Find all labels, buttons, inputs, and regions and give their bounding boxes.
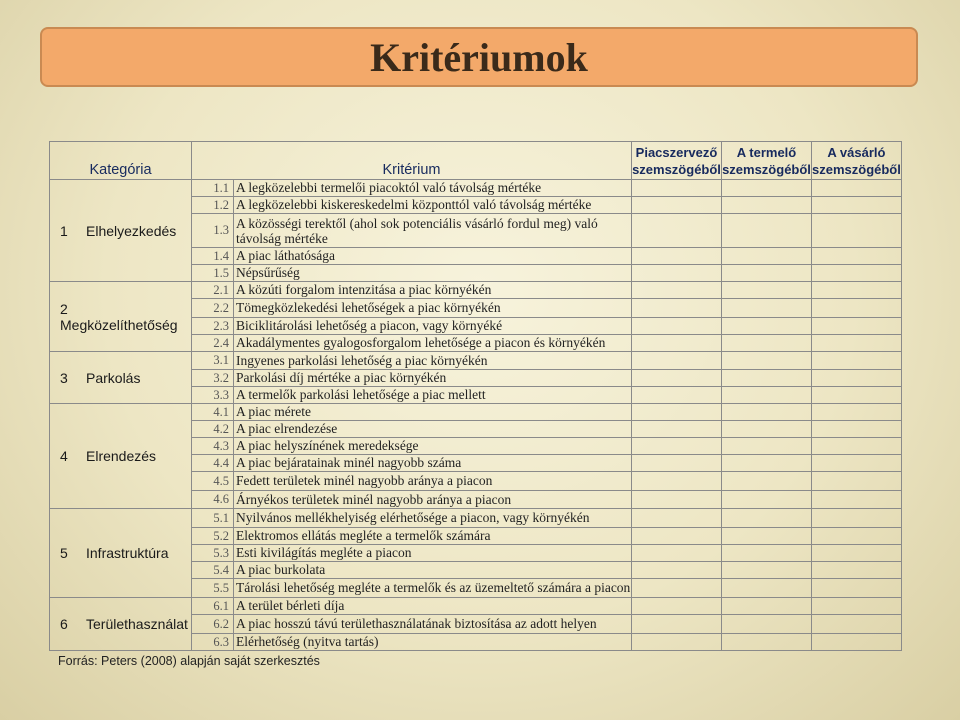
producer-score-cell[interactable] [722,598,812,615]
page-title: Kritériumok [370,34,588,80]
buyer-score-cell[interactable] [812,438,902,455]
criterion-text: Fedett területek minél nagyobb aránya a piacon [234,472,632,491]
buyer-score-cell[interactable] [812,472,902,491]
criterion-text: Parkolási díj mértéke a piac környékén [234,370,632,387]
buyer-score-cell[interactable] [812,579,902,598]
header-producer-line2: szemszögéből [722,161,811,177]
buyer-score-cell[interactable] [812,248,902,265]
criterion-number: 3.1 [192,352,234,370]
criterion-text: A piac burkolata [234,562,632,579]
category-number: 5 [60,545,68,561]
criterion-text: A legközelebbi termelői piacoktól való távolság mértéke [234,180,632,197]
category-cell [50,509,192,598]
market-organizer-score-cell[interactable] [632,598,722,615]
criterion-text: A piac láthatósága [234,248,632,265]
producer-score-cell[interactable] [722,545,812,562]
producer-score-cell[interactable] [722,509,812,528]
producer-score-cell[interactable] [722,615,812,634]
criterion-number: 5.2 [192,528,234,545]
criterion-number: 5.3 [192,545,234,562]
market-organizer-score-cell[interactable] [632,455,722,472]
producer-score-cell[interactable] [722,370,812,387]
buyer-score-cell[interactable] [812,370,902,387]
title-banner [40,27,918,87]
category-number: 1 [60,222,68,239]
criterion-number: 1.4 [192,248,234,265]
criterion-number: 4.2 [192,421,234,438]
producer-score-cell[interactable] [722,421,812,438]
buyer-score-cell[interactable] [812,528,902,545]
category-number: 2 [60,300,68,317]
producer-score-cell[interactable] [722,438,812,455]
buyer-score-cell[interactable] [812,421,902,438]
producer-score-cell[interactable] [722,472,812,491]
criterion-number: 1.1 [192,180,234,197]
criterion-number: 4.3 [192,438,234,455]
header-buyer-line2: szemszögéből [812,161,901,177]
producer-score-cell[interactable] [722,248,812,265]
header-category: Kategória [50,142,192,180]
producer-score-cell[interactable] [722,180,812,197]
table-row [50,180,902,197]
header-market-organizer-line1: Piacszervező [635,144,718,160]
criterion-number: 1.5 [192,265,234,282]
criteria-table-container [49,141,902,651]
header-buyer [812,142,902,180]
category-cell [50,180,192,282]
producer-score-cell[interactable] [722,528,812,545]
table-row [50,509,902,528]
criterion-number: 6.2 [192,615,234,634]
table-row [50,598,902,615]
producer-score-cell[interactable] [722,335,812,352]
producer-score-cell[interactable] [722,282,812,299]
criterion-number: 6.3 [192,634,234,651]
category-number: 4 [60,448,68,464]
source-note: Forrás: Peters (2008) alapján saját szerkesztés [58,654,320,668]
buyer-score-cell[interactable] [812,491,902,509]
producer-score-cell[interactable] [722,579,812,598]
table-row [50,282,902,299]
criterion-number: 2.2 [192,299,234,318]
table-row [50,352,902,370]
producer-score-cell[interactable] [722,562,812,579]
criterion-text: Esti kivilágítás megléte a piacon [234,545,632,562]
category-name: Területhasználat [86,616,188,632]
criterion-text: A piac helyszínének meredeksége [234,438,632,455]
criterion-number: 4.1 [192,404,234,421]
criterion-number: 2.1 [192,282,234,299]
category-number: 6 [60,616,68,632]
criterion-number: 5.1 [192,509,234,528]
market-organizer-score-cell[interactable] [632,404,722,421]
category-cell [50,404,192,509]
market-organizer-score-cell[interactable] [632,282,722,299]
category-name: Infrastruktúra [86,545,169,561]
criterion-text: Népsűrűség [234,265,632,282]
criterion-text: A piac hosszú távú területhasználatának biztosítása az adott helyen [234,615,632,634]
buyer-score-cell[interactable] [812,598,902,615]
market-organizer-score-cell[interactable] [632,387,722,404]
criterion-text: A terület bérleti díja [234,598,632,615]
market-organizer-score-cell[interactable] [632,180,722,197]
criterion-number: 5.5 [192,579,234,598]
market-organizer-score-cell[interactable] [632,370,722,387]
market-organizer-score-cell[interactable] [632,265,722,282]
producer-score-cell[interactable] [722,455,812,472]
buyer-score-cell[interactable] [812,455,902,472]
producer-score-cell[interactable] [722,387,812,404]
market-organizer-score-cell[interactable] [632,528,722,545]
market-organizer-score-cell[interactable] [632,299,722,318]
header-market-organizer [632,142,722,180]
category-number: 3 [60,369,68,386]
criterion-text: Akadálymentes gyalogosforgalom lehetősége a piacon és környékén [234,335,632,352]
producer-score-cell[interactable] [722,352,812,370]
category-name: Parkolás [86,369,141,386]
criterion-number: 3.2 [192,370,234,387]
category-cell [50,598,192,651]
buyer-score-cell[interactable] [812,404,902,421]
criterion-text: A piac bejáratainak minél nagyobb száma [234,455,632,472]
producer-score-cell[interactable] [722,197,812,214]
market-organizer-score-cell[interactable] [632,615,722,634]
criteria-table [49,141,902,651]
buyer-score-cell[interactable] [812,318,902,335]
criterion-text: A piac elrendezése [234,421,632,438]
buyer-score-cell[interactable] [812,197,902,214]
criterion-number: 1.3 [192,214,234,248]
buyer-score-cell[interactable] [812,265,902,282]
criterion-text: A közösségi terektől (ahol sok potenciális vásárló fordul meg) való távolság mértéke [234,214,632,248]
market-organizer-score-cell[interactable] [632,472,722,491]
buyer-score-cell[interactable] [812,615,902,634]
category-name: Elrendezés [86,448,157,464]
producer-score-cell[interactable] [722,491,812,509]
buyer-score-cell[interactable] [812,562,902,579]
buyer-score-cell[interactable] [812,335,902,352]
criterion-number: 4.5 [192,472,234,491]
criterion-text: A termelők parkolási lehetősége a piac mellett [234,387,632,404]
market-organizer-score-cell[interactable] [632,545,722,562]
buyer-score-cell[interactable] [812,387,902,404]
criterion-text: Ingyenes parkolási lehetőség a piac környékén [234,352,632,370]
criterion-number: 2.4 [192,335,234,352]
header-criterion: Kritérium [192,142,632,180]
producer-score-cell[interactable] [722,214,812,248]
market-organizer-score-cell[interactable] [632,352,722,370]
producer-score-cell[interactable] [722,404,812,421]
market-organizer-score-cell[interactable] [632,335,722,352]
category-cell [50,352,192,404]
criterion-text: Elektromos ellátás megléte a termelők számára [234,528,632,545]
header-market-organizer-line2: szemszögéből [632,161,721,177]
criterion-text: Elérhetőség (nyitva tartás) [234,634,632,651]
criterion-text: A piac mérete [234,404,632,421]
buyer-score-cell[interactable] [812,545,902,562]
criterion-text: Tömegközlekedési lehetőségek a piac környékén [234,299,632,318]
criterion-text: Nyilvános mellékhelyiség elérhetősége a piacon, vagy környékén [234,509,632,528]
header-producer [722,142,812,180]
buyer-score-cell[interactable] [812,299,902,318]
header-buyer-line1: A vásárló [827,144,886,160]
market-organizer-score-cell[interactable] [632,634,722,651]
category-cell [50,282,192,352]
producer-score-cell[interactable] [722,634,812,651]
category-name: Elhelyezkedés [86,222,177,239]
table-row [50,404,902,421]
category-name: Megközelíthetőség [60,316,178,333]
criterion-text: Árnyékos területek minél nagyobb aránya a piacon [234,491,632,509]
buyer-score-cell[interactable] [812,180,902,197]
buyer-score-cell[interactable] [812,634,902,651]
criteria-table-body [50,180,902,651]
buyer-score-cell[interactable] [812,214,902,248]
criterion-number: 2.3 [192,318,234,335]
producer-score-cell[interactable] [722,318,812,335]
criterion-number: 1.2 [192,197,234,214]
market-organizer-score-cell[interactable] [632,248,722,265]
market-organizer-score-cell[interactable] [632,197,722,214]
market-organizer-score-cell[interactable] [632,438,722,455]
market-organizer-score-cell[interactable] [632,491,722,509]
header-producer-line1: A termelő [736,144,797,160]
buyer-score-cell[interactable] [812,352,902,370]
producer-score-cell[interactable] [722,299,812,318]
market-organizer-score-cell[interactable] [632,562,722,579]
producer-score-cell[interactable] [722,265,812,282]
criterion-text: A közúti forgalom intenzitása a piac környékén [234,282,632,299]
criterion-text: A legközelebbi kiskereskedelmi központtól való távolság mértéke [234,197,632,214]
buyer-score-cell[interactable] [812,509,902,528]
market-organizer-score-cell[interactable] [632,214,722,248]
criterion-number: 3.3 [192,387,234,404]
market-organizer-score-cell[interactable] [632,421,722,438]
criterion-text: Biciklitárolási lehetőség a piacon, vagy környéké [234,318,632,335]
criterion-text: Tárolási lehetőség megléte a termelők és az üzemeltető számára a piacon [234,579,632,598]
market-organizer-score-cell[interactable] [632,579,722,598]
criterion-number: 6.1 [192,598,234,615]
market-organizer-score-cell[interactable] [632,318,722,335]
buyer-score-cell[interactable] [812,282,902,299]
criterion-number: 5.4 [192,562,234,579]
criterion-number: 4.6 [192,491,234,509]
market-organizer-score-cell[interactable] [632,509,722,528]
criterion-number: 4.4 [192,455,234,472]
